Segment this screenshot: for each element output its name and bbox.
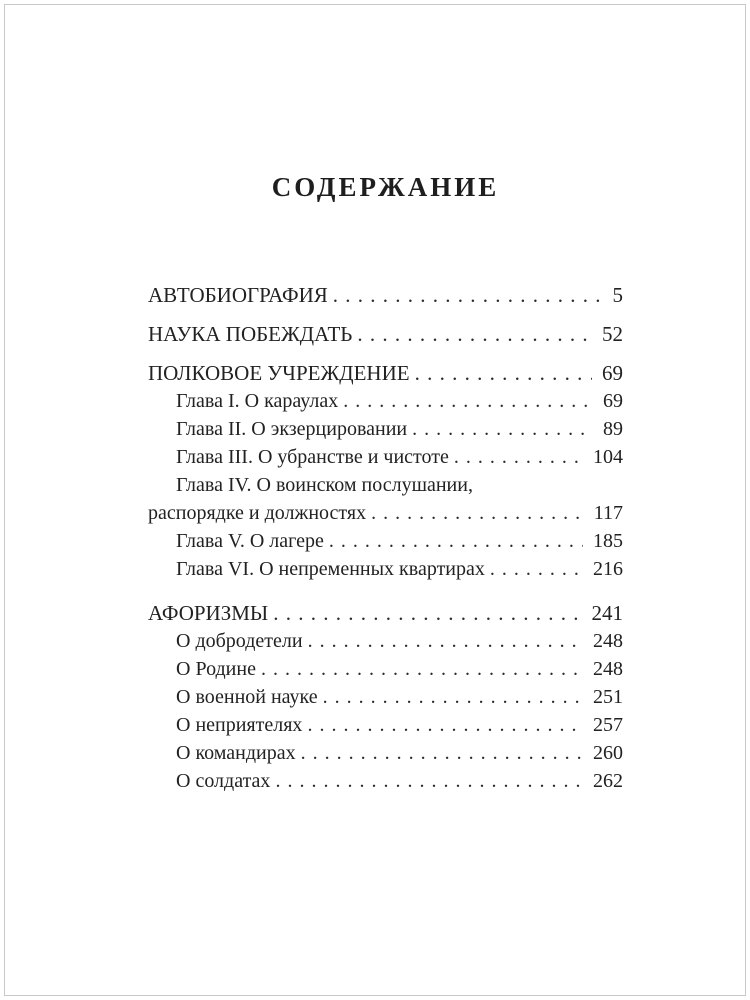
dot-leader — [273, 599, 581, 627]
dot-leader — [371, 499, 584, 527]
toc-entry-label: Глава I. О караулах — [176, 390, 339, 412]
toc-entry — [148, 443, 623, 471]
toc-entry — [148, 711, 623, 739]
dot-leader — [307, 711, 583, 739]
toc-entry — [148, 655, 623, 683]
dot-leader — [275, 767, 583, 795]
dot-leader — [333, 281, 603, 309]
toc-entry-label: О неприятелях — [176, 714, 303, 736]
toc-entry-page-number: 5 — [612, 283, 623, 307]
dot-leader — [329, 527, 583, 555]
toc-entry-page-number: 241 — [591, 601, 623, 625]
toc-entry-page-number: 104 — [593, 446, 623, 468]
toc-entry-page-number: 52 — [602, 322, 623, 346]
toc-list — [148, 281, 623, 795]
toc-entry-label: Глава IV. О воинском послушании, — [176, 474, 473, 496]
toc-entry — [148, 683, 623, 711]
toc-entry — [148, 527, 623, 555]
dot-leader — [454, 443, 583, 471]
toc-entry-page-number: 216 — [593, 558, 623, 580]
toc-entry-label: О командирах — [176, 742, 296, 764]
toc-entry — [148, 387, 623, 415]
toc-entry — [148, 415, 623, 443]
toc-entry-label: ПОЛКОВОЕ УЧРЕЖДЕНИЕ — [148, 361, 410, 385]
dot-leader — [301, 739, 583, 767]
dot-leader — [323, 683, 583, 711]
dot-leader — [490, 555, 583, 583]
toc-entry-page-number: 185 — [593, 530, 623, 552]
toc-entry — [148, 281, 623, 309]
toc-entry — [148, 320, 623, 348]
dot-leader — [415, 359, 592, 387]
toc-entry-page-number: 251 — [593, 686, 623, 708]
toc-entry-label: НАУКА ПОБЕЖДАТЬ — [148, 322, 353, 346]
toc-entry-page-number: 248 — [593, 658, 623, 680]
dot-leader — [412, 415, 593, 443]
toc-entry-page-number: 69 — [603, 390, 623, 412]
toc-entry — [148, 471, 623, 499]
toc-entry — [148, 499, 623, 527]
toc-entry-label: Глава III. О убранстве и чистоте — [176, 446, 449, 468]
page-title: СОДЕРЖАНИЕ — [271, 172, 500, 202]
toc-entry — [148, 359, 623, 387]
toc-entry-label: О военной науке — [176, 686, 318, 708]
dot-leader — [261, 655, 583, 683]
toc-entry-page-number: 260 — [593, 742, 623, 764]
toc-entry-page-number: 89 — [603, 418, 623, 440]
toc-entry — [148, 555, 623, 583]
toc-entry-page-number: 262 — [593, 770, 623, 792]
toc-entry-label: АФОРИЗМЫ — [148, 601, 269, 625]
dot-leader — [308, 627, 583, 655]
toc-entry — [148, 627, 623, 655]
toc-entry-page-number: 257 — [593, 714, 623, 736]
toc-entry — [148, 599, 623, 627]
toc-entry-label: Глава VI. О непременных квартирах — [176, 558, 485, 580]
toc-entry-label: АВТОБИОГРАФИЯ — [148, 283, 328, 307]
toc-entry-page-number: 117 — [593, 502, 623, 524]
toc-entry — [148, 739, 623, 767]
toc-entry-label: О солдатах — [176, 770, 271, 792]
toc-entry-label: распорядке и должностях — [148, 502, 367, 524]
toc-entry-label: Глава II. О экзерцировании — [176, 418, 408, 440]
toc-entry — [148, 767, 623, 795]
dot-leader — [343, 387, 593, 415]
toc-entry-label: О Родине — [176, 658, 256, 680]
toc-entry-label: Глава V. О лагере — [176, 530, 324, 552]
toc-entry-page-number: 248 — [593, 630, 623, 652]
toc-entry-page-number: 69 — [602, 361, 623, 385]
toc-entry-label: О добродетели — [176, 630, 303, 652]
dot-leader — [357, 320, 592, 348]
